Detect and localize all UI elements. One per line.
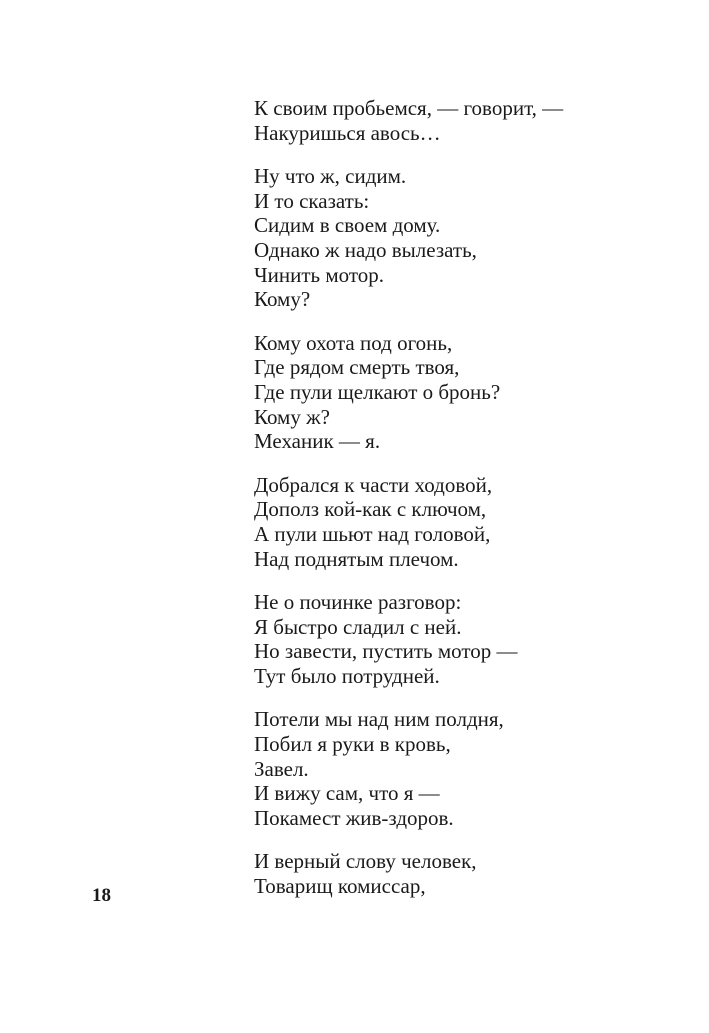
poem-line: Сидим в своем дому.	[254, 213, 441, 238]
poem-line: Побил я руки в кровь,	[254, 732, 451, 757]
poem-line: А пули шьют над головой,	[254, 521, 491, 546]
poem-line: Кому охота под огонь,	[254, 330, 453, 355]
stanza	[254, 164, 674, 312]
poem-line: Добрался к части ходовой,	[254, 472, 493, 497]
page-number: 18	[92, 885, 111, 906]
poem-line: Не о починке разговор:	[254, 590, 462, 615]
poem-line: Где рядом смерть твоя,	[254, 355, 460, 380]
poem-line: И верный слову человек,	[254, 849, 477, 874]
poem-line: Тут было потрудней.	[254, 663, 440, 688]
poem-line: Кому ж?	[254, 404, 330, 429]
poem-line: Я быстро сладил с ней.	[254, 614, 462, 639]
poem-text	[254, 96, 674, 918]
poem-line: Завел.	[254, 756, 309, 781]
poem-line: Где пули щелкают о бронь?	[254, 379, 501, 404]
stanza	[254, 590, 674, 688]
stanza	[254, 473, 674, 571]
poem-line: Механик — я.	[254, 429, 381, 454]
poem-line: Чинить мотор.	[254, 262, 385, 287]
stanza	[254, 707, 674, 830]
poem-line: Кому?	[254, 287, 311, 312]
poem-line: Товарищ комиссар,	[254, 874, 426, 899]
poem-line: Накуришься авось…	[254, 120, 441, 145]
poem-line: Потели мы над ним полдня,	[254, 707, 504, 732]
poem-line: Но завести, пустить мотор —	[254, 639, 518, 664]
poem-line: К своим пробьемся, — говорит, —	[254, 96, 564, 120]
poem-line: И вижу сам, что я —	[254, 781, 440, 806]
stanza	[254, 331, 674, 454]
poem-line: Однако ж надо вылезать,	[254, 237, 477, 262]
stanza	[254, 849, 674, 898]
poem-line: И то сказать:	[254, 188, 370, 213]
poem-line: Дополз кой-как с ключом,	[254, 497, 487, 522]
stanza	[254, 96, 674, 145]
poem-line: Ну что ж, сидим.	[254, 164, 407, 189]
poem-line: Над поднятым плечом.	[254, 546, 459, 571]
poem-line: Покамест жив-здоров.	[254, 805, 454, 830]
